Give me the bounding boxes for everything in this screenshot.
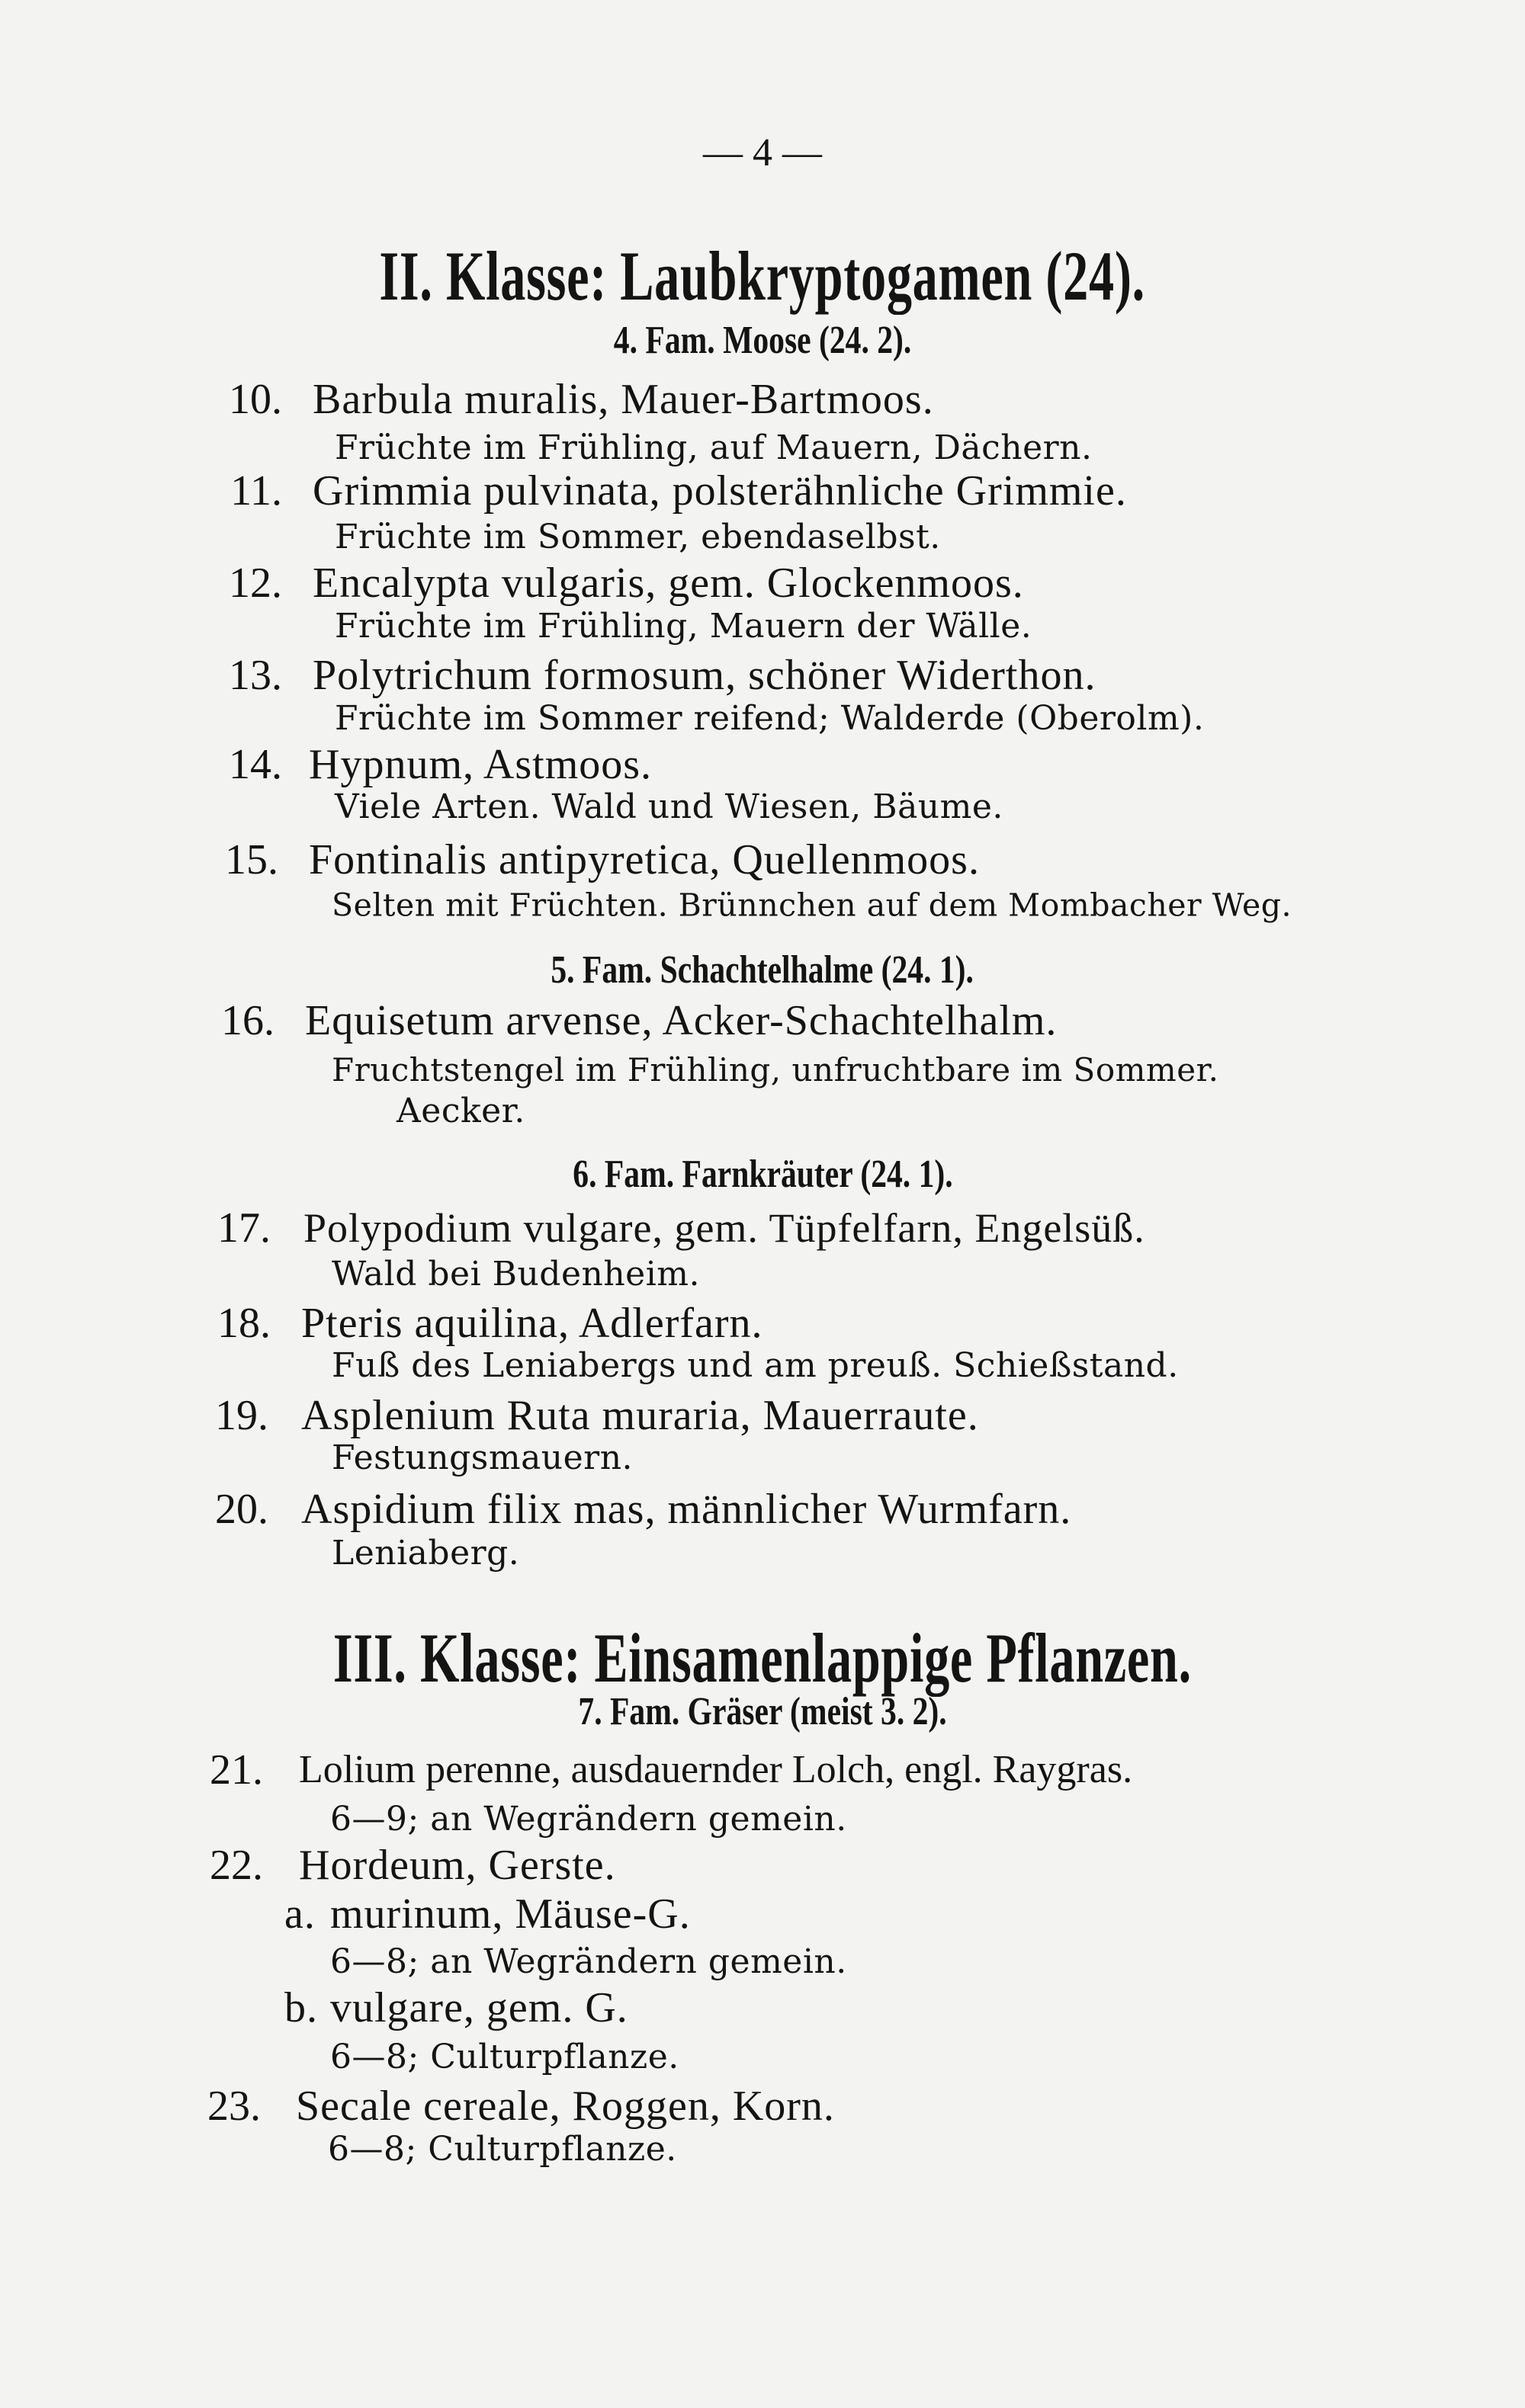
entry-number: 10.	[229, 376, 282, 423]
entry-name: Hordeum, Gerste.	[299, 1842, 616, 1889]
subentry-note: 6—8; an Wegrändern gemein.	[330, 1942, 847, 1981]
entry-name: Pteris aquilina, Adlerfarn.	[301, 1300, 763, 1347]
entry-name: Fontinalis antipyretica, Quellenmoos.	[309, 836, 980, 883]
entry-name: Polypodium vulgare, gem. Tüpfelfarn, Engelsüß.	[303, 1205, 1145, 1251]
entry-note: Fuß des Leniabergs und am preuß. Schießstand.	[332, 1346, 1179, 1385]
family-title: 6. Fam. Farnkräuter (24. 1).	[572, 1153, 953, 1196]
entry-note: Festungsmauern.	[332, 1438, 634, 1477]
entry-note: Früchte im Sommer reifend; Walderde (Oberolm).	[335, 699, 1205, 738]
entry-note: Früchte im Frühling, Mauern der Wälle.	[335, 607, 1032, 646]
class-heading-text: III. Klasse: Einsamenlappige Pflanzen.	[333, 1619, 1192, 1697]
entry-number: 18.	[217, 1300, 271, 1347]
entry-number: 17.	[217, 1204, 271, 1252]
subentry-name: murinum, Mäuse-G.	[330, 1890, 691, 1938]
subentry-label: a.	[284, 1890, 316, 1938]
entry-note: Viele Arten. Wald und Wiesen, Bäume.	[335, 787, 1003, 826]
family-heading	[0, 1155, 1525, 1194]
entry-note-continued: Aecker.	[396, 1092, 525, 1130]
entry-note: Wald bei Budenheim.	[332, 1255, 700, 1294]
entry-name: Aspidium filix mas, männlicher Wurmfarn.	[301, 1486, 1072, 1533]
class-heading-ii	[0, 237, 1525, 315]
entry-name: Polytrichum formosum, schöner Widerthon.	[313, 652, 1096, 699]
entry-number: 12.	[229, 560, 282, 607]
entry-name: Barbula muralis, Mauer-Bartmoos.	[313, 376, 934, 423]
family-title: 4. Fam. Moose (24. 2).	[613, 319, 912, 362]
entry-number: 21.	[210, 1746, 263, 1794]
entry-number: 15.	[225, 836, 278, 883]
page-number: — 4 —	[703, 131, 822, 175]
entry-note: Fruchtstengel im Frühling, unfruchtbare im Sommer.	[332, 1051, 1219, 1089]
entry-number: 19.	[215, 1392, 268, 1439]
entry-number: 11.	[230, 467, 282, 515]
entry-name: Lolium perenne, ausdauernder Lolch, engl. Raygras.	[299, 1748, 1133, 1791]
entry-name: Hypnum, Astmoos.	[309, 741, 653, 788]
entry-note: 6—9; an Wegrändern gemein.	[330, 1800, 847, 1839]
entry-name: Equisetum arvense, Acker-Schachtelhalm.	[305, 997, 1058, 1044]
family-title: 5. Fam. Schachtelhalme (24. 1).	[551, 948, 974, 992]
entry-name: Secale cereale, Roggen, Korn.	[296, 2083, 835, 2130]
class-heading-iii	[0, 1619, 1525, 1697]
entry-number: 13.	[229, 652, 282, 699]
entry-number: 22.	[210, 1842, 263, 1889]
family-heading	[0, 321, 1525, 361]
entry-name: Grimmia pulvinata, polsterähnliche Grimmie.	[313, 467, 1127, 515]
family-heading	[0, 1692, 1525, 1732]
subentry-label: b.	[284, 1984, 318, 2031]
entry-number: 14.	[229, 741, 282, 788]
family-heading	[0, 948, 1525, 992]
entry-note: 6—8; Culturpflanze.	[328, 2130, 677, 2169]
family-title: 7. Fam. Gräser (meist 3. 2).	[578, 1690, 947, 1733]
entry-number: 16.	[221, 997, 274, 1044]
class-heading-text: II. Klasse: Laubkryptogamen (24).	[379, 237, 1146, 315]
subentry-name: vulgare, gem. G.	[330, 1984, 628, 2031]
entry-note: Leniaberg.	[332, 1534, 520, 1573]
entry-number: 23.	[207, 2083, 261, 2130]
entry-number: 20.	[215, 1486, 268, 1533]
entry-note: Früchte im Frühling, auf Mauern, Dächern.	[335, 428, 1093, 467]
entry-name: Asplenium Ruta muraria, Mauerraute.	[301, 1392, 979, 1439]
entry-note: Selten mit Früchten. Brünnchen auf dem Mombacher Weg.	[332, 887, 1292, 924]
subentry-note: 6—8; Culturpflanze.	[330, 2038, 679, 2076]
entry-note: Früchte im Sommer, ebendaselbst.	[335, 518, 941, 556]
entry-name: Encalypta vulgaris, gem. Glockenmoos.	[313, 560, 1024, 607]
